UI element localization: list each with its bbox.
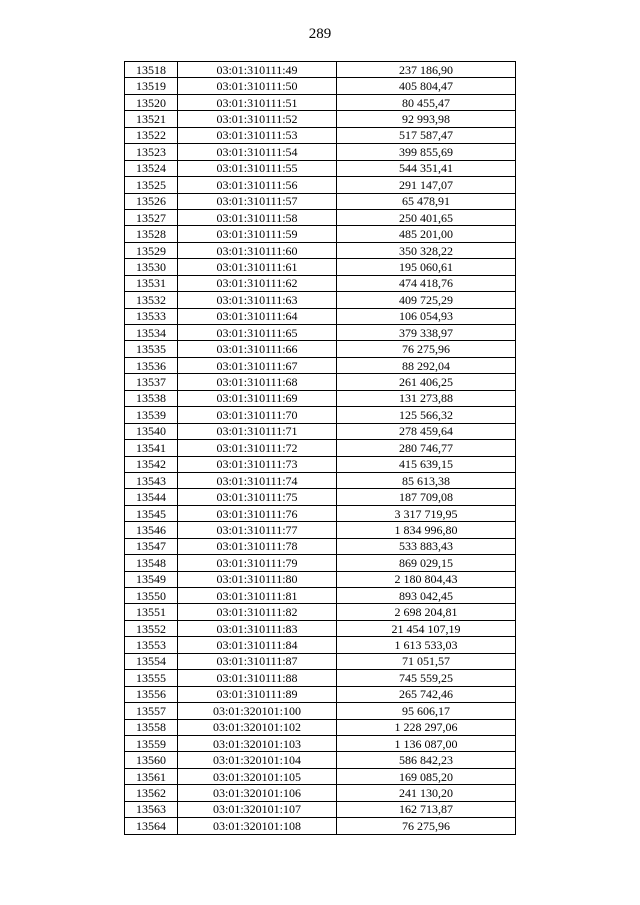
row-number-cell: 13526 bbox=[125, 193, 178, 209]
table-row bbox=[125, 259, 516, 275]
cadastral-number-cell: 03:01:310111:60 bbox=[178, 242, 337, 258]
table-row bbox=[125, 242, 516, 258]
cadastral-number-cell: 03:01:310111:57 bbox=[178, 193, 337, 209]
row-number-cell: 13533 bbox=[125, 308, 178, 324]
table-row bbox=[125, 160, 516, 176]
cadastral-number-cell: 03:01:310111:82 bbox=[178, 604, 337, 620]
cadastral-value-cell: 76 275,96 bbox=[337, 341, 516, 357]
table-row bbox=[125, 127, 516, 143]
table-row bbox=[125, 456, 516, 472]
cadastral-number-cell: 03:01:310111:66 bbox=[178, 341, 337, 357]
cadastral-value-cell: 21 454 107,19 bbox=[337, 620, 516, 636]
row-number-cell: 13552 bbox=[125, 620, 178, 636]
table-row bbox=[125, 209, 516, 225]
table-row bbox=[125, 144, 516, 160]
table-row bbox=[125, 818, 516, 834]
row-number-cell: 13548 bbox=[125, 555, 178, 571]
cadastral-number-cell: 03:01:310111:75 bbox=[178, 489, 337, 505]
cadastral-value-cell: 125 566,32 bbox=[337, 407, 516, 423]
cadastral-value-cell: 80 455,47 bbox=[337, 94, 516, 110]
row-number-cell: 13518 bbox=[125, 62, 178, 78]
row-number-cell: 13564 bbox=[125, 818, 178, 834]
cadastral-value-cell: 237 186,90 bbox=[337, 62, 516, 78]
cadastral-number-cell: 03:01:310111:69 bbox=[178, 390, 337, 406]
table-row bbox=[125, 604, 516, 620]
cadastral-number-cell: 03:01:310111:49 bbox=[178, 62, 337, 78]
table-row bbox=[125, 752, 516, 768]
table-row bbox=[125, 308, 516, 324]
table-row bbox=[125, 735, 516, 751]
row-number-cell: 13522 bbox=[125, 127, 178, 143]
cadastral-value-cell: 169 085,20 bbox=[337, 768, 516, 784]
table-row bbox=[125, 177, 516, 193]
row-number-cell: 13562 bbox=[125, 785, 178, 801]
table-row bbox=[125, 390, 516, 406]
cadastral-value-cell: 3 317 719,95 bbox=[337, 505, 516, 521]
row-number-cell: 13521 bbox=[125, 111, 178, 127]
cadastral-number-cell: 03:01:310111:73 bbox=[178, 456, 337, 472]
cadastral-value-cell: 517 587,47 bbox=[337, 127, 516, 143]
row-number-cell: 13531 bbox=[125, 275, 178, 291]
cadastral-number-cell: 03:01:310111:77 bbox=[178, 522, 337, 538]
cadastral-value-cell: 250 401,65 bbox=[337, 209, 516, 225]
cadastral-value-cell: 95 606,17 bbox=[337, 703, 516, 719]
row-number-cell: 13555 bbox=[125, 670, 178, 686]
table-row bbox=[125, 768, 516, 784]
cadastral-number-cell: 03:01:310111:84 bbox=[178, 637, 337, 653]
cadastral-number-cell: 03:01:310111:63 bbox=[178, 292, 337, 308]
table-row bbox=[125, 538, 516, 554]
row-number-cell: 13560 bbox=[125, 752, 178, 768]
cadastral-value-cell: 280 746,77 bbox=[337, 440, 516, 456]
cadastral-number-cell: 03:01:310111:70 bbox=[178, 407, 337, 423]
cadastral-number-cell: 03:01:310111:87 bbox=[178, 653, 337, 669]
cadastral-number-cell: 03:01:320101:108 bbox=[178, 818, 337, 834]
row-number-cell: 13554 bbox=[125, 653, 178, 669]
table-row bbox=[125, 505, 516, 521]
table-row bbox=[125, 489, 516, 505]
table-row bbox=[125, 423, 516, 439]
cadastral-number-cell: 03:01:310111:80 bbox=[178, 571, 337, 587]
table-row bbox=[125, 522, 516, 538]
table-row bbox=[125, 292, 516, 308]
row-number-cell: 13563 bbox=[125, 801, 178, 817]
row-number-cell: 13556 bbox=[125, 686, 178, 702]
table-row bbox=[125, 407, 516, 423]
table-row bbox=[125, 670, 516, 686]
cadastral-value-cell: 586 842,23 bbox=[337, 752, 516, 768]
cadastral-value-cell: 1 228 297,06 bbox=[337, 719, 516, 735]
cadastral-value-cell: 409 725,29 bbox=[337, 292, 516, 308]
row-number-cell: 13524 bbox=[125, 160, 178, 176]
cadastral-number-cell: 03:01:320101:103 bbox=[178, 735, 337, 751]
cadastral-number-cell: 03:01:310111:76 bbox=[178, 505, 337, 521]
table-row bbox=[125, 78, 516, 94]
table-body bbox=[125, 62, 516, 835]
cadastral-value-cell: 65 478,91 bbox=[337, 193, 516, 209]
cadastral-number-cell: 03:01:310111:52 bbox=[178, 111, 337, 127]
row-number-cell: 13542 bbox=[125, 456, 178, 472]
cadastral-value-cell: 241 130,20 bbox=[337, 785, 516, 801]
cadastral-value-cell: 1 136 087,00 bbox=[337, 735, 516, 751]
row-number-cell: 13549 bbox=[125, 571, 178, 587]
cadastral-value-cell: 187 709,08 bbox=[337, 489, 516, 505]
row-number-cell: 13546 bbox=[125, 522, 178, 538]
cadastral-value-cell: 195 060,61 bbox=[337, 259, 516, 275]
cadastral-value-cell: 474 418,76 bbox=[337, 275, 516, 291]
table-row bbox=[125, 686, 516, 702]
row-number-cell: 13536 bbox=[125, 357, 178, 373]
cadastral-number-cell: 03:01:320101:104 bbox=[178, 752, 337, 768]
cadastral-value-cell: 261 406,25 bbox=[337, 374, 516, 390]
cadastral-value-cell: 1 834 996,80 bbox=[337, 522, 516, 538]
cadastral-number-cell: 03:01:310111:83 bbox=[178, 620, 337, 636]
row-number-cell: 13550 bbox=[125, 588, 178, 604]
table-row bbox=[125, 275, 516, 291]
table-row bbox=[125, 555, 516, 571]
row-number-cell: 13551 bbox=[125, 604, 178, 620]
row-number-cell: 13557 bbox=[125, 703, 178, 719]
cadastral-value-cell: 379 338,97 bbox=[337, 325, 516, 341]
row-number-cell: 13539 bbox=[125, 407, 178, 423]
cadastral-value-cell: 1 613 533,03 bbox=[337, 637, 516, 653]
table-row bbox=[125, 226, 516, 242]
row-number-cell: 13523 bbox=[125, 144, 178, 160]
cadastral-value-cell: 92 993,98 bbox=[337, 111, 516, 127]
cadastral-value-cell: 85 613,38 bbox=[337, 472, 516, 488]
row-number-cell: 13528 bbox=[125, 226, 178, 242]
row-number-cell: 13558 bbox=[125, 719, 178, 735]
cadastral-number-cell: 03:01:310111:51 bbox=[178, 94, 337, 110]
row-number-cell: 13540 bbox=[125, 423, 178, 439]
cadastral-number-cell: 03:01:320101:102 bbox=[178, 719, 337, 735]
cadastral-value-cell: 2 698 204,81 bbox=[337, 604, 516, 620]
row-number-cell: 13553 bbox=[125, 637, 178, 653]
table-row bbox=[125, 719, 516, 735]
cadastral-value-cell: 415 639,15 bbox=[337, 456, 516, 472]
cadastral-value-cell: 106 054,93 bbox=[337, 308, 516, 324]
cadastral-value-cell: 265 742,46 bbox=[337, 686, 516, 702]
cadastral-value-cell: 485 201,00 bbox=[337, 226, 516, 242]
cadastral-number-cell: 03:01:310111:65 bbox=[178, 325, 337, 341]
table-row bbox=[125, 193, 516, 209]
row-number-cell: 13529 bbox=[125, 242, 178, 258]
row-number-cell: 13559 bbox=[125, 735, 178, 751]
cadastral-number-cell: 03:01:320101:105 bbox=[178, 768, 337, 784]
cadastral-number-cell: 03:01:310111:53 bbox=[178, 127, 337, 143]
row-number-cell: 13527 bbox=[125, 209, 178, 225]
table-row bbox=[125, 801, 516, 817]
row-number-cell: 13545 bbox=[125, 505, 178, 521]
cadastral-number-cell: 03:01:310111:62 bbox=[178, 275, 337, 291]
cadastral-number-cell: 03:01:310111:56 bbox=[178, 177, 337, 193]
page-number: 289 bbox=[308, 26, 332, 42]
table-row bbox=[125, 374, 516, 390]
table-row bbox=[125, 571, 516, 587]
cadastral-value-cell: 399 855,69 bbox=[337, 144, 516, 160]
cadastral-number-cell: 03:01:310111:81 bbox=[178, 588, 337, 604]
table-row bbox=[125, 472, 516, 488]
cadastral-number-cell: 03:01:310111:74 bbox=[178, 472, 337, 488]
row-number-cell: 13532 bbox=[125, 292, 178, 308]
table-row bbox=[125, 637, 516, 653]
row-number-cell: 13561 bbox=[125, 768, 178, 784]
cadastral-number-cell: 03:01:320101:106 bbox=[178, 785, 337, 801]
cadastral-value-cell: 291 147,07 bbox=[337, 177, 516, 193]
cadastral-number-cell: 03:01:320101:100 bbox=[178, 703, 337, 719]
row-number-cell: 13537 bbox=[125, 374, 178, 390]
table-row bbox=[125, 620, 516, 636]
cadastral-number-cell: 03:01:310111:79 bbox=[178, 555, 337, 571]
cadastral-value-cell: 869 029,15 bbox=[337, 555, 516, 571]
cadastral-value-cell: 544 351,41 bbox=[337, 160, 516, 176]
cadastral-value-cell: 88 292,04 bbox=[337, 357, 516, 373]
cadastral-number-cell: 03:01:310111:72 bbox=[178, 440, 337, 456]
row-number-cell: 13525 bbox=[125, 177, 178, 193]
cadastral-number-cell: 03:01:310111:88 bbox=[178, 670, 337, 686]
table-row bbox=[125, 62, 516, 78]
cadastral-number-cell: 03:01:320101:107 bbox=[178, 801, 337, 817]
table-row bbox=[125, 703, 516, 719]
table-row bbox=[125, 588, 516, 604]
row-number-cell: 13534 bbox=[125, 325, 178, 341]
cadastral-value-cell: 162 713,87 bbox=[337, 801, 516, 817]
table-row bbox=[125, 653, 516, 669]
cadastral-number-cell: 03:01:310111:59 bbox=[178, 226, 337, 242]
cadastral-number-cell: 03:01:310111:55 bbox=[178, 160, 337, 176]
cadastral-number-cell: 03:01:310111:61 bbox=[178, 259, 337, 275]
cadastral-number-cell: 03:01:310111:64 bbox=[178, 308, 337, 324]
row-number-cell: 13541 bbox=[125, 440, 178, 456]
cadastral-value-table bbox=[124, 61, 516, 835]
row-number-cell: 13530 bbox=[125, 259, 178, 275]
cadastral-value-cell: 76 275,96 bbox=[337, 818, 516, 834]
table-row bbox=[125, 440, 516, 456]
table-row bbox=[125, 785, 516, 801]
cadastral-value-cell: 278 459,64 bbox=[337, 423, 516, 439]
cadastral-value-cell: 71 051,57 bbox=[337, 653, 516, 669]
row-number-cell: 13520 bbox=[125, 94, 178, 110]
cadastral-number-cell: 03:01:310111:78 bbox=[178, 538, 337, 554]
cadastral-value-cell: 131 273,88 bbox=[337, 390, 516, 406]
cadastral-value-cell: 405 804,47 bbox=[337, 78, 516, 94]
cadastral-value-cell: 350 328,22 bbox=[337, 242, 516, 258]
table-row bbox=[125, 111, 516, 127]
cadastral-number-cell: 03:01:310111:50 bbox=[178, 78, 337, 94]
cadastral-number-cell: 03:01:310111:67 bbox=[178, 357, 337, 373]
row-number-cell: 13544 bbox=[125, 489, 178, 505]
table-row bbox=[125, 325, 516, 341]
table-row bbox=[125, 357, 516, 373]
cadastral-value-cell: 2 180 804,43 bbox=[337, 571, 516, 587]
cadastral-value-cell: 745 559,25 bbox=[337, 670, 516, 686]
row-number-cell: 13538 bbox=[125, 390, 178, 406]
cadastral-number-cell: 03:01:310111:71 bbox=[178, 423, 337, 439]
cadastral-value-cell: 893 042,45 bbox=[337, 588, 516, 604]
cadastral-number-cell: 03:01:310111:68 bbox=[178, 374, 337, 390]
cadastral-value-cell: 533 883,43 bbox=[337, 538, 516, 554]
row-number-cell: 13519 bbox=[125, 78, 178, 94]
row-number-cell: 13547 bbox=[125, 538, 178, 554]
cadastral-number-cell: 03:01:310111:89 bbox=[178, 686, 337, 702]
row-number-cell: 13535 bbox=[125, 341, 178, 357]
cadastral-number-cell: 03:01:310111:58 bbox=[178, 209, 337, 225]
table-row bbox=[125, 94, 516, 110]
cadastral-number-cell: 03:01:310111:54 bbox=[178, 144, 337, 160]
table-row bbox=[125, 341, 516, 357]
row-number-cell: 13543 bbox=[125, 472, 178, 488]
